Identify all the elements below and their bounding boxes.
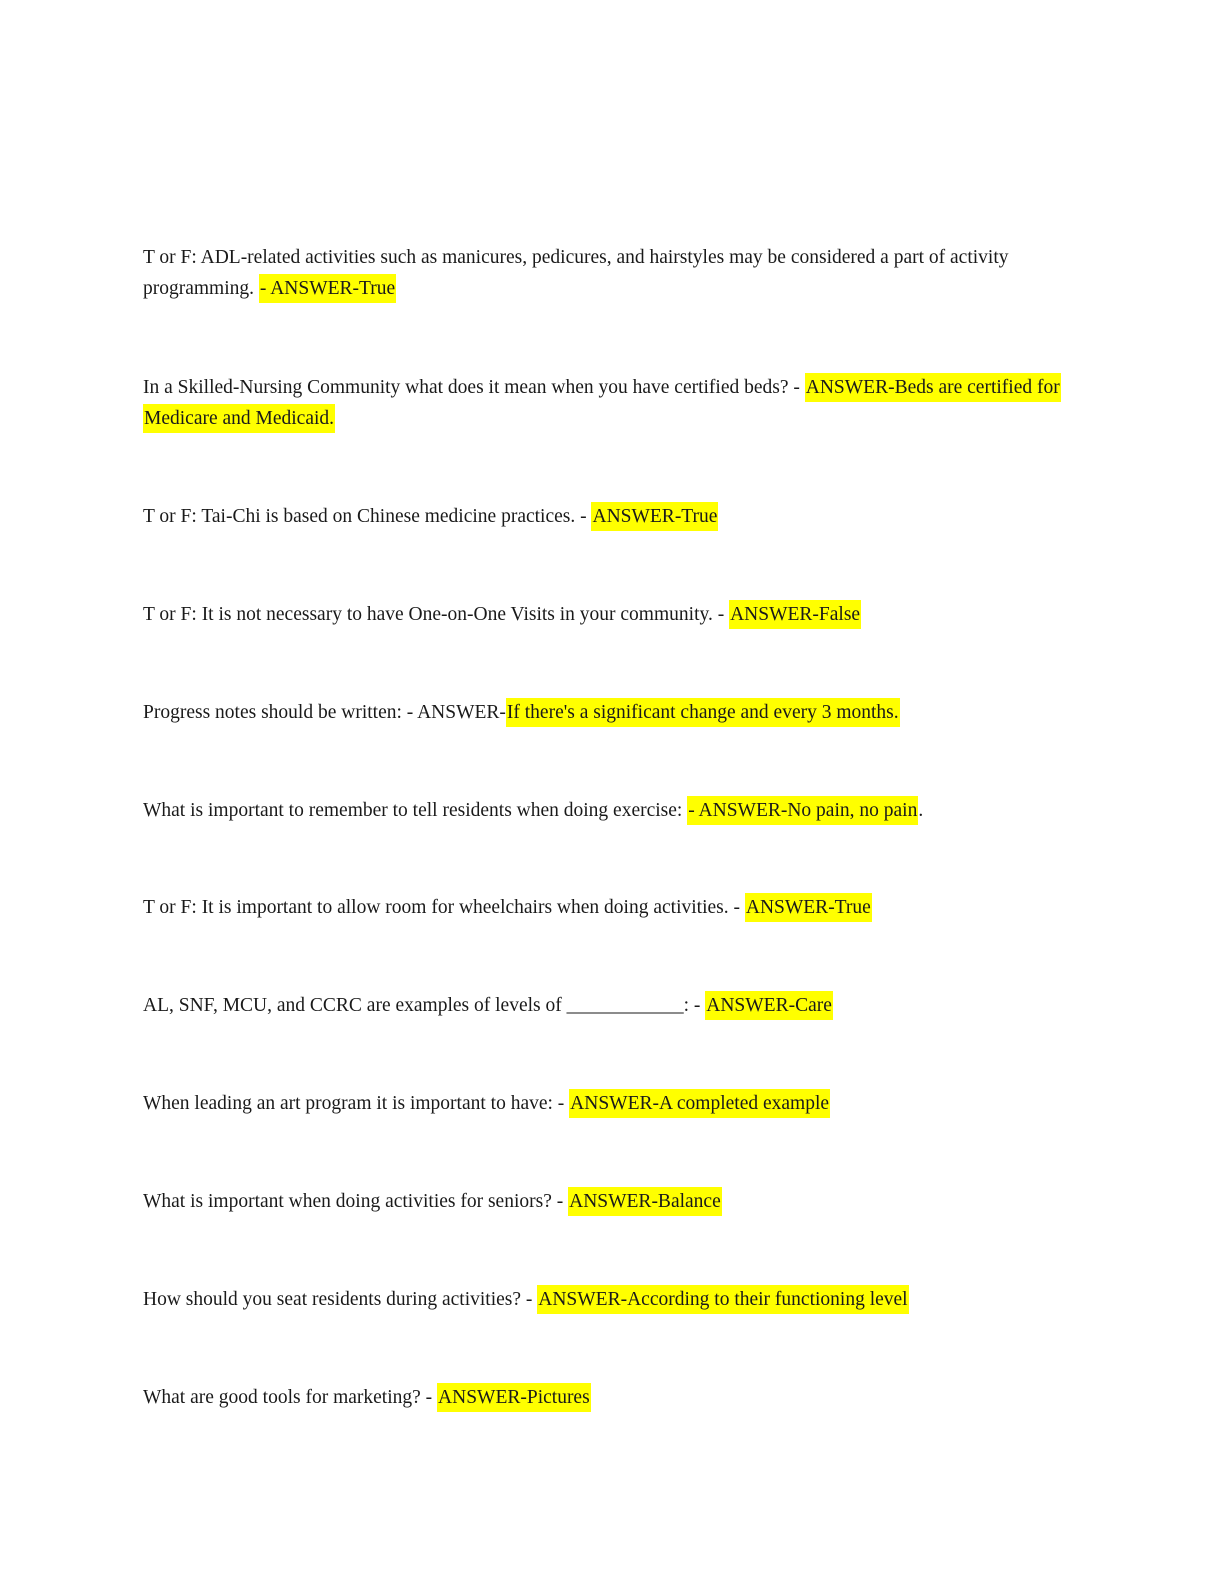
- highlighted-answer: ANSWER-True: [591, 502, 718, 531]
- highlighted-answer: ANSWER-False: [729, 600, 861, 629]
- question-text: When leading an art program it is important to have: -: [143, 1093, 570, 1114]
- question-text: T or F: It is not necessary to have One-on-One Visits in your community. -: [143, 604, 730, 625]
- highlighted-answer: - ANSWER-True: [259, 274, 396, 303]
- qa-item: [143, 892, 1073, 923]
- highlighted-answer: ANSWER-Care: [705, 991, 833, 1020]
- qa-item: [143, 372, 1073, 434]
- highlighted-answer: ANSWER-True: [745, 893, 872, 922]
- qa-item: [143, 599, 1073, 630]
- answer-prefix: ANSWER-: [417, 702, 506, 723]
- highlighted-answer: ANSWER-According to their functioning level: [537, 1285, 908, 1314]
- question-text: Progress notes should be written: -: [143, 702, 418, 723]
- question-text: What is important to remember to tell residents when doing exercise:: [143, 800, 688, 821]
- qa-item: [143, 1088, 1073, 1119]
- qa-item: [143, 697, 1073, 728]
- question-text: AL, SNF, MCU, and CCRC are examples of levels of ____________: -: [143, 995, 706, 1016]
- qa-item: [143, 242, 1073, 304]
- qa-item: [143, 1284, 1073, 1315]
- question-text: In a Skilled-Nursing Community what does it mean when you have certified beds? -: [143, 377, 805, 398]
- qa-item: [143, 501, 1073, 532]
- question-text: What are good tools for marketing? -: [143, 1387, 438, 1408]
- question-text: How should you seat residents during activities? -: [143, 1289, 538, 1310]
- question-text: What is important when doing activities for seniors? -: [143, 1191, 569, 1212]
- answer-suffix: .: [918, 800, 924, 821]
- highlighted-answer: If there's a significant change and every 3 months.: [506, 698, 900, 727]
- question-text: T or F: ADL-related activities such as manicures, pedicures, and hairstyles may be considered a part of activity programming.: [143, 247, 1009, 299]
- question-text: T or F: It is important to allow room for wheelchairs when doing activities. -: [143, 897, 745, 918]
- question-text: T or F: Tai-Chi is based on Chinese medicine practices. -: [143, 506, 592, 527]
- highlighted-answer: - ANSWER-No pain, no pain: [687, 796, 918, 825]
- qa-item: [143, 795, 1073, 826]
- qa-item: [143, 990, 1073, 1021]
- highlighted-answer: ANSWER-Beds are certified for Medicare and Medicaid.: [143, 373, 1061, 433]
- highlighted-answer: ANSWER-A completed example: [569, 1089, 830, 1118]
- highlighted-answer: ANSWER-Balance: [568, 1187, 722, 1216]
- qa-item: [143, 1186, 1073, 1217]
- highlighted-answer: ANSWER-Pictures: [437, 1383, 591, 1412]
- qa-item: [143, 1382, 1073, 1413]
